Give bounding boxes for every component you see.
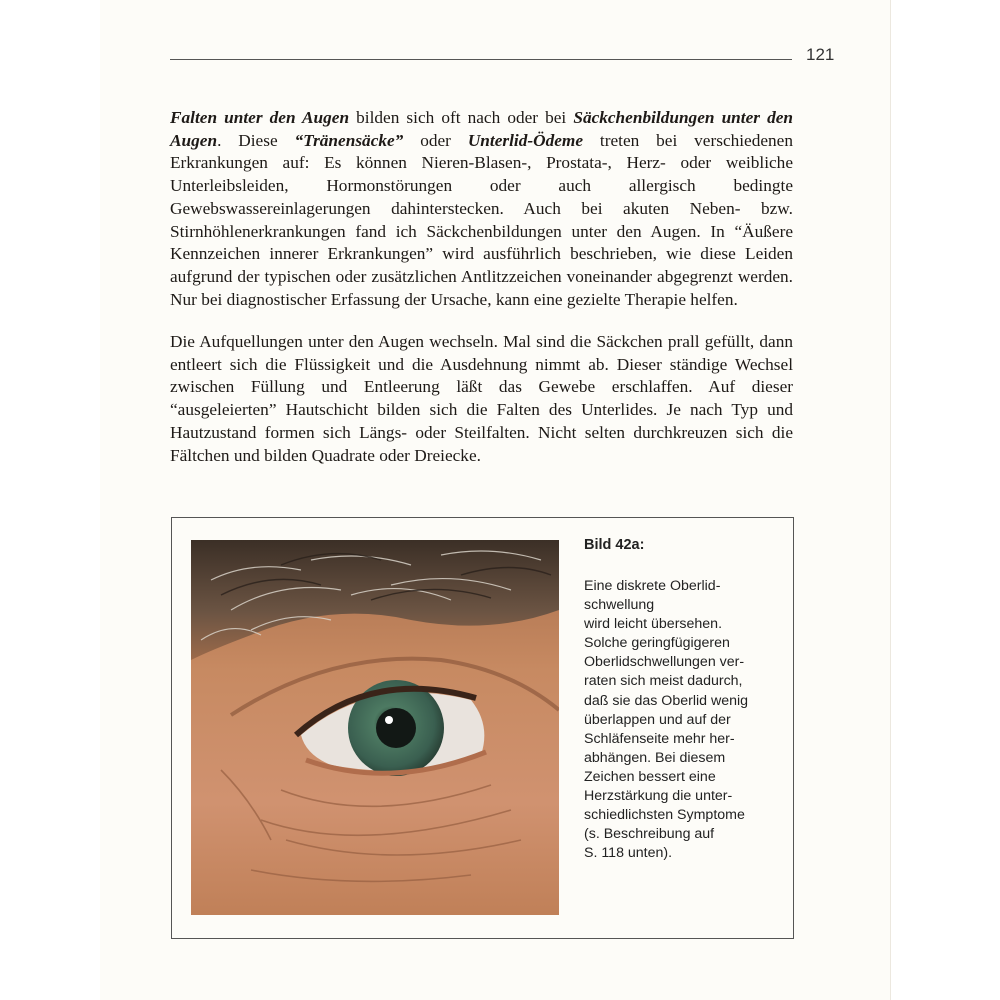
eye-photo-icon [191, 540, 559, 915]
caption-line: Solche geringfügigeren [584, 635, 730, 652]
eye-closeup-photo [191, 540, 559, 915]
body-text: oder [403, 130, 468, 150]
caption-line: raten sich meist dadurch, [584, 673, 743, 690]
emphasis-term: “Tränensäcke” [294, 130, 404, 150]
emphasis-term: Unterlid-Ödeme [467, 130, 584, 150]
emphasis-term: Falten unter den Augen [170, 108, 350, 127]
body-text: . Diese [217, 130, 295, 150]
caption-line: schiedlichsten Symptome [584, 807, 745, 824]
caption-line: daß sie das Oberlid wenig [584, 692, 749, 709]
caption-line: abhängen. Bei diesem [584, 749, 726, 766]
caption-line: Schläfenseite mehr her- [584, 730, 735, 747]
emphasis-term: Säckchenbildungen unter den Augen [170, 108, 793, 150]
caption-line: Herzstärkung die unter- [584, 788, 733, 805]
caption-line: (s. Beschreibung auf [584, 826, 715, 843]
header-rule [170, 59, 792, 60]
caption-line: S. 118 unten). [584, 845, 673, 862]
caption-line: wird leicht übersehen. [584, 616, 723, 633]
paragraph-swelling-changes: Die Aufquellungen unter den Augen wechseln. Mal sind die Säckchen prall gefüllt, dann entleert sich die Flüssigkeit und die Ausdehnung nimmt ab. Dieser ständige Wechsel zwischen Füllung und Entleerung läßt das Gewebe erschlaffen. Auf dieser “ausgeleierten” Hautschicht bilden sich die Falten des Unterlides. Je nach Typ und Hautzustand formen sich Längs- oder Steilfalten. Nicht selten durchkreuzen sich die Fältchen und bilden Quadrate oder Dreiecke. [170, 332, 793, 465]
figure-caption [584, 577, 784, 863]
caption-line: Zeichen bessert eine [584, 768, 716, 785]
caption-line: Eine diskrete Oberlid- [584, 578, 721, 594]
body-text: bilden sich oft nach oder bei [349, 108, 574, 127]
caption-line: schwellung [584, 597, 655, 614]
caption-line: überlappen und auf der [584, 711, 731, 728]
paragraph-wrinkles-under-eyes [170, 107, 793, 311]
caption-line: Oberlidschwellungen ver- [584, 654, 745, 671]
body-text: treten bei verschiedenen Erkrankungen auf: Es können Nieren-Blasen-, Prostata-, Herz- oder weibliche Unterleibsleiden, Hormonstörungen oder auch allergisch bedingte Gewebswassereinlagerungen dahinterstecken. Auch bei akuten Neben- bzw. Stirnhöhlenerkrankungen fand ich Säckchenbildungen unter den Augen. In “Äußere Kennzeichen innerer Erkrankungen” wird ausführlich beschrieben, wie diese Leiden aufgrund der typischen oder zusätzlichen Antlitzzeichen voneinander abgegrenzt werden. Nur bei diagnostischer Erfassung der Ursache, kann eine gezielte Therapie helfen. [170, 130, 793, 309]
page-number: 121 [806, 45, 835, 64]
figure-title: Bild 42a: [584, 537, 645, 553]
